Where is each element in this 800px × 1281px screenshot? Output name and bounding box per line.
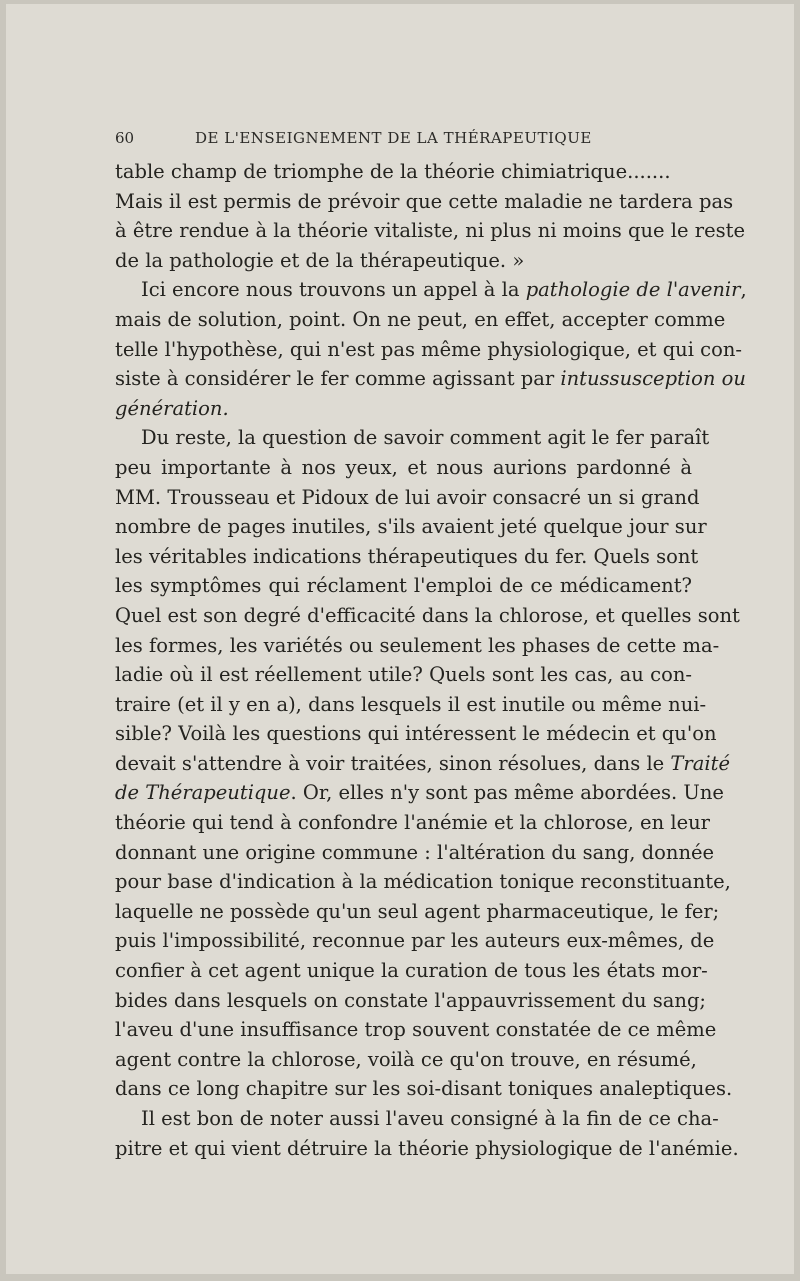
body-text [115, 157, 747, 1163]
text-line: peu importante à nos yeux, et nous aurions pardonné à [115, 455, 692, 479]
italic-text: de Thérapeutique [115, 781, 291, 805]
text-span: Ici encore nous trouvons un appel à la [141, 278, 526, 302]
text-line [115, 749, 730, 779]
text-span: , [740, 278, 747, 302]
text-line: laquelle ne possède qu'un seul agent pharmaceutique, le fer; [115, 899, 720, 923]
text-line: nombre de pages inutiles, s'ils avaient jeté quelque jour sur [115, 515, 707, 539]
text-line: les véritables indications thérapeutiques du fer. Quels sont [115, 544, 699, 568]
text-line: Mais il est permis de prévoir que cette maladie ne tardera pas [115, 189, 734, 213]
text-line: puis l'impossibilité, reconnue par les auteurs eux-mêmes, de [115, 929, 715, 953]
text-line: sible? Voilà les questions qui intéressent le médecin et qu'on [115, 722, 717, 746]
running-title: DE L'ENSEIGNEMENT DE LA THÉRAPEUTIQUE [195, 129, 592, 147]
page-header [115, 129, 685, 155]
text-span: devait s'attendre à voir traitées, sinon résolues, dans le [115, 751, 671, 775]
text-line: Quel est son degré d'efficacité dans la chlorose, et quelles sont [115, 603, 740, 627]
text-line: Il est bon de noter aussi l'aveu consigné à la fin de ce cha- [141, 1107, 719, 1130]
page-number: 60 [115, 129, 135, 147]
text-line: l'aveu d'une insuffisance trop souvent constatée de ce même [115, 1018, 717, 1042]
text-line: de la pathologie et de la thérapeutique. » [115, 248, 525, 272]
text-line: théorie qui tend à confondre l'anémie et la chlorose, en leur [115, 811, 711, 835]
text-line: pitre et qui vient détruire la théorie physiologique de l'anémie. [115, 1136, 739, 1160]
italic-text: Traité [670, 751, 730, 775]
text-line: pour base d'indication à la médication tonique reconstituante, [115, 870, 731, 894]
text-line [115, 394, 692, 424]
text-line: traire (et il y en a), dans lesquels il est inutile ou même nui- [115, 692, 707, 716]
text-line: confier à cet agent unique la curation de tous les états mor- [115, 959, 708, 983]
italic-text: intussusception ou [560, 367, 746, 391]
text-line: table champ de triomphe de la théorie chimiatrique....... [115, 160, 671, 183]
text-line: les symptômes qui réclament l'emploi de ce médicament? [115, 574, 692, 598]
italic-text: pathologie de l'avenir [525, 278, 741, 302]
text-line: donnant une origine commune : l'altération du sang, donnée [115, 840, 715, 864]
text-span: . Or, elles n'y sont pas même abordées. Une [290, 781, 724, 805]
text-line: Du reste, la question de savoir comment agit le fer paraît [141, 426, 710, 450]
text-span: siste à considérer le fer comme agissant par [115, 367, 561, 391]
text-line [115, 364, 746, 394]
text-line: bides dans lesquels on constate l'appauvrissement du sang; [115, 988, 706, 1012]
text-line: MM. Trousseau et Pidoux de lui avoir consacré un si grand [115, 485, 700, 509]
text-line: ladie où il est réellement utile? Quels sont les cas, au con- [115, 663, 692, 687]
text-line: telle l'hypothèse, qui n'est pas même physiologique, et qui con- [115, 337, 742, 361]
text-line: dans ce long chapitre sur les soi-disant toniques analeptiques. [115, 1077, 733, 1101]
text-line [115, 275, 747, 305]
text-line: les formes, les variétés ou seulement les phases de cette ma- [115, 633, 720, 657]
text-line: agent contre la chlorose, voilà ce qu'on trouve, en résumé, [115, 1047, 697, 1071]
italic-text: génération. [115, 396, 229, 420]
text-line: à être rendue à la théorie vitaliste, ni plus ni moins que le reste [115, 219, 745, 243]
text-line: mais de solution, point. On ne peut, en effet, accepter comme [115, 307, 726, 331]
text-line [115, 778, 724, 808]
